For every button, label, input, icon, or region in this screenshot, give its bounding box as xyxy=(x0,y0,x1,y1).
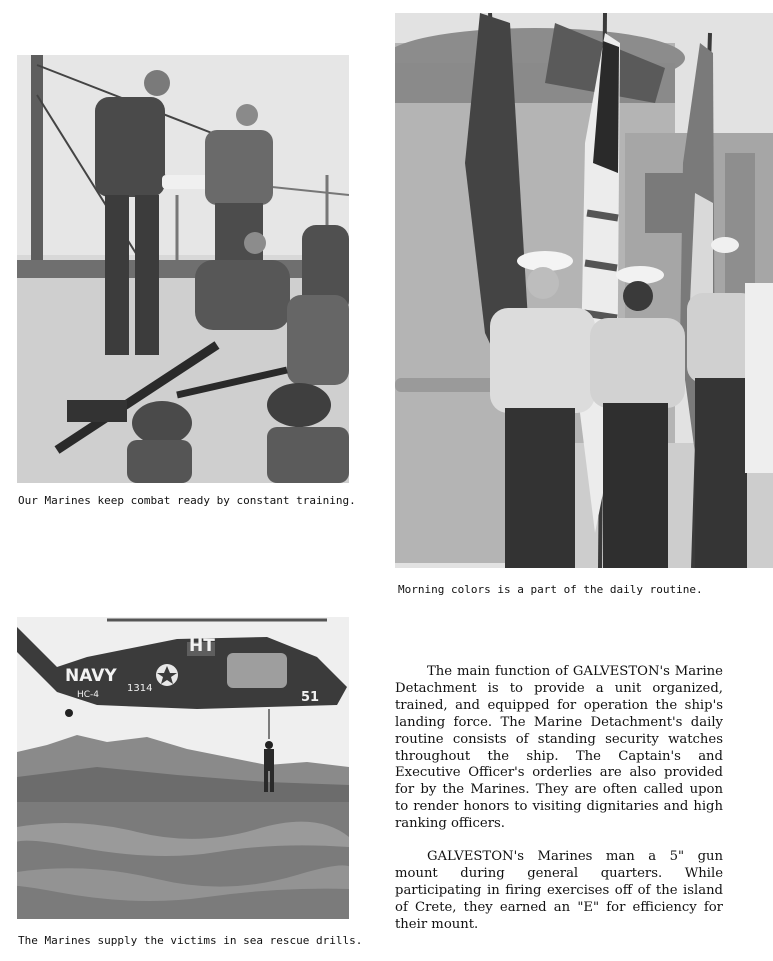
sea-rescue-photo xyxy=(17,617,349,919)
color-guard-photo xyxy=(395,13,773,568)
helicopter-unit-marking: HC-4 xyxy=(77,690,100,700)
colors-photo-caption: Morning colors is a part of the daily routine. xyxy=(398,583,703,596)
rescue-photo-caption: The Marines supply the victims in sea rescue drills. xyxy=(18,934,363,947)
article-paragraph: The main function of GALVESTON's Marine Detachment is to provide a unit organized, trained, and equipped for operation the ship's landing force. The Marine Detachment's daily routine consists of standing security watches throughout the ship. The Captain's and Executive Officer's orderlies are also provided for by the Marines. They are often called upon to render honors to visiting dignitaries and high ranking officers. xyxy=(395,664,723,832)
training-photo-caption: Our Marines keep combat ready by constant training. xyxy=(18,494,356,507)
helicopter-number-marking: 51 xyxy=(301,690,320,705)
helicopter-serial-marking: 1314 xyxy=(127,683,153,694)
helicopter-navy-marking: NAVY xyxy=(65,666,117,686)
marine-detachment-article xyxy=(395,664,723,934)
marine-training-photo xyxy=(17,55,349,483)
article-paragraph: GALVESTON's Marines man a 5" gun mount during general quarters. While participating in firing exercises off of the island of Crete, they earned an "E" for efficiency for their mount. xyxy=(395,849,723,932)
helicopter-code-marking: HT xyxy=(189,636,215,656)
